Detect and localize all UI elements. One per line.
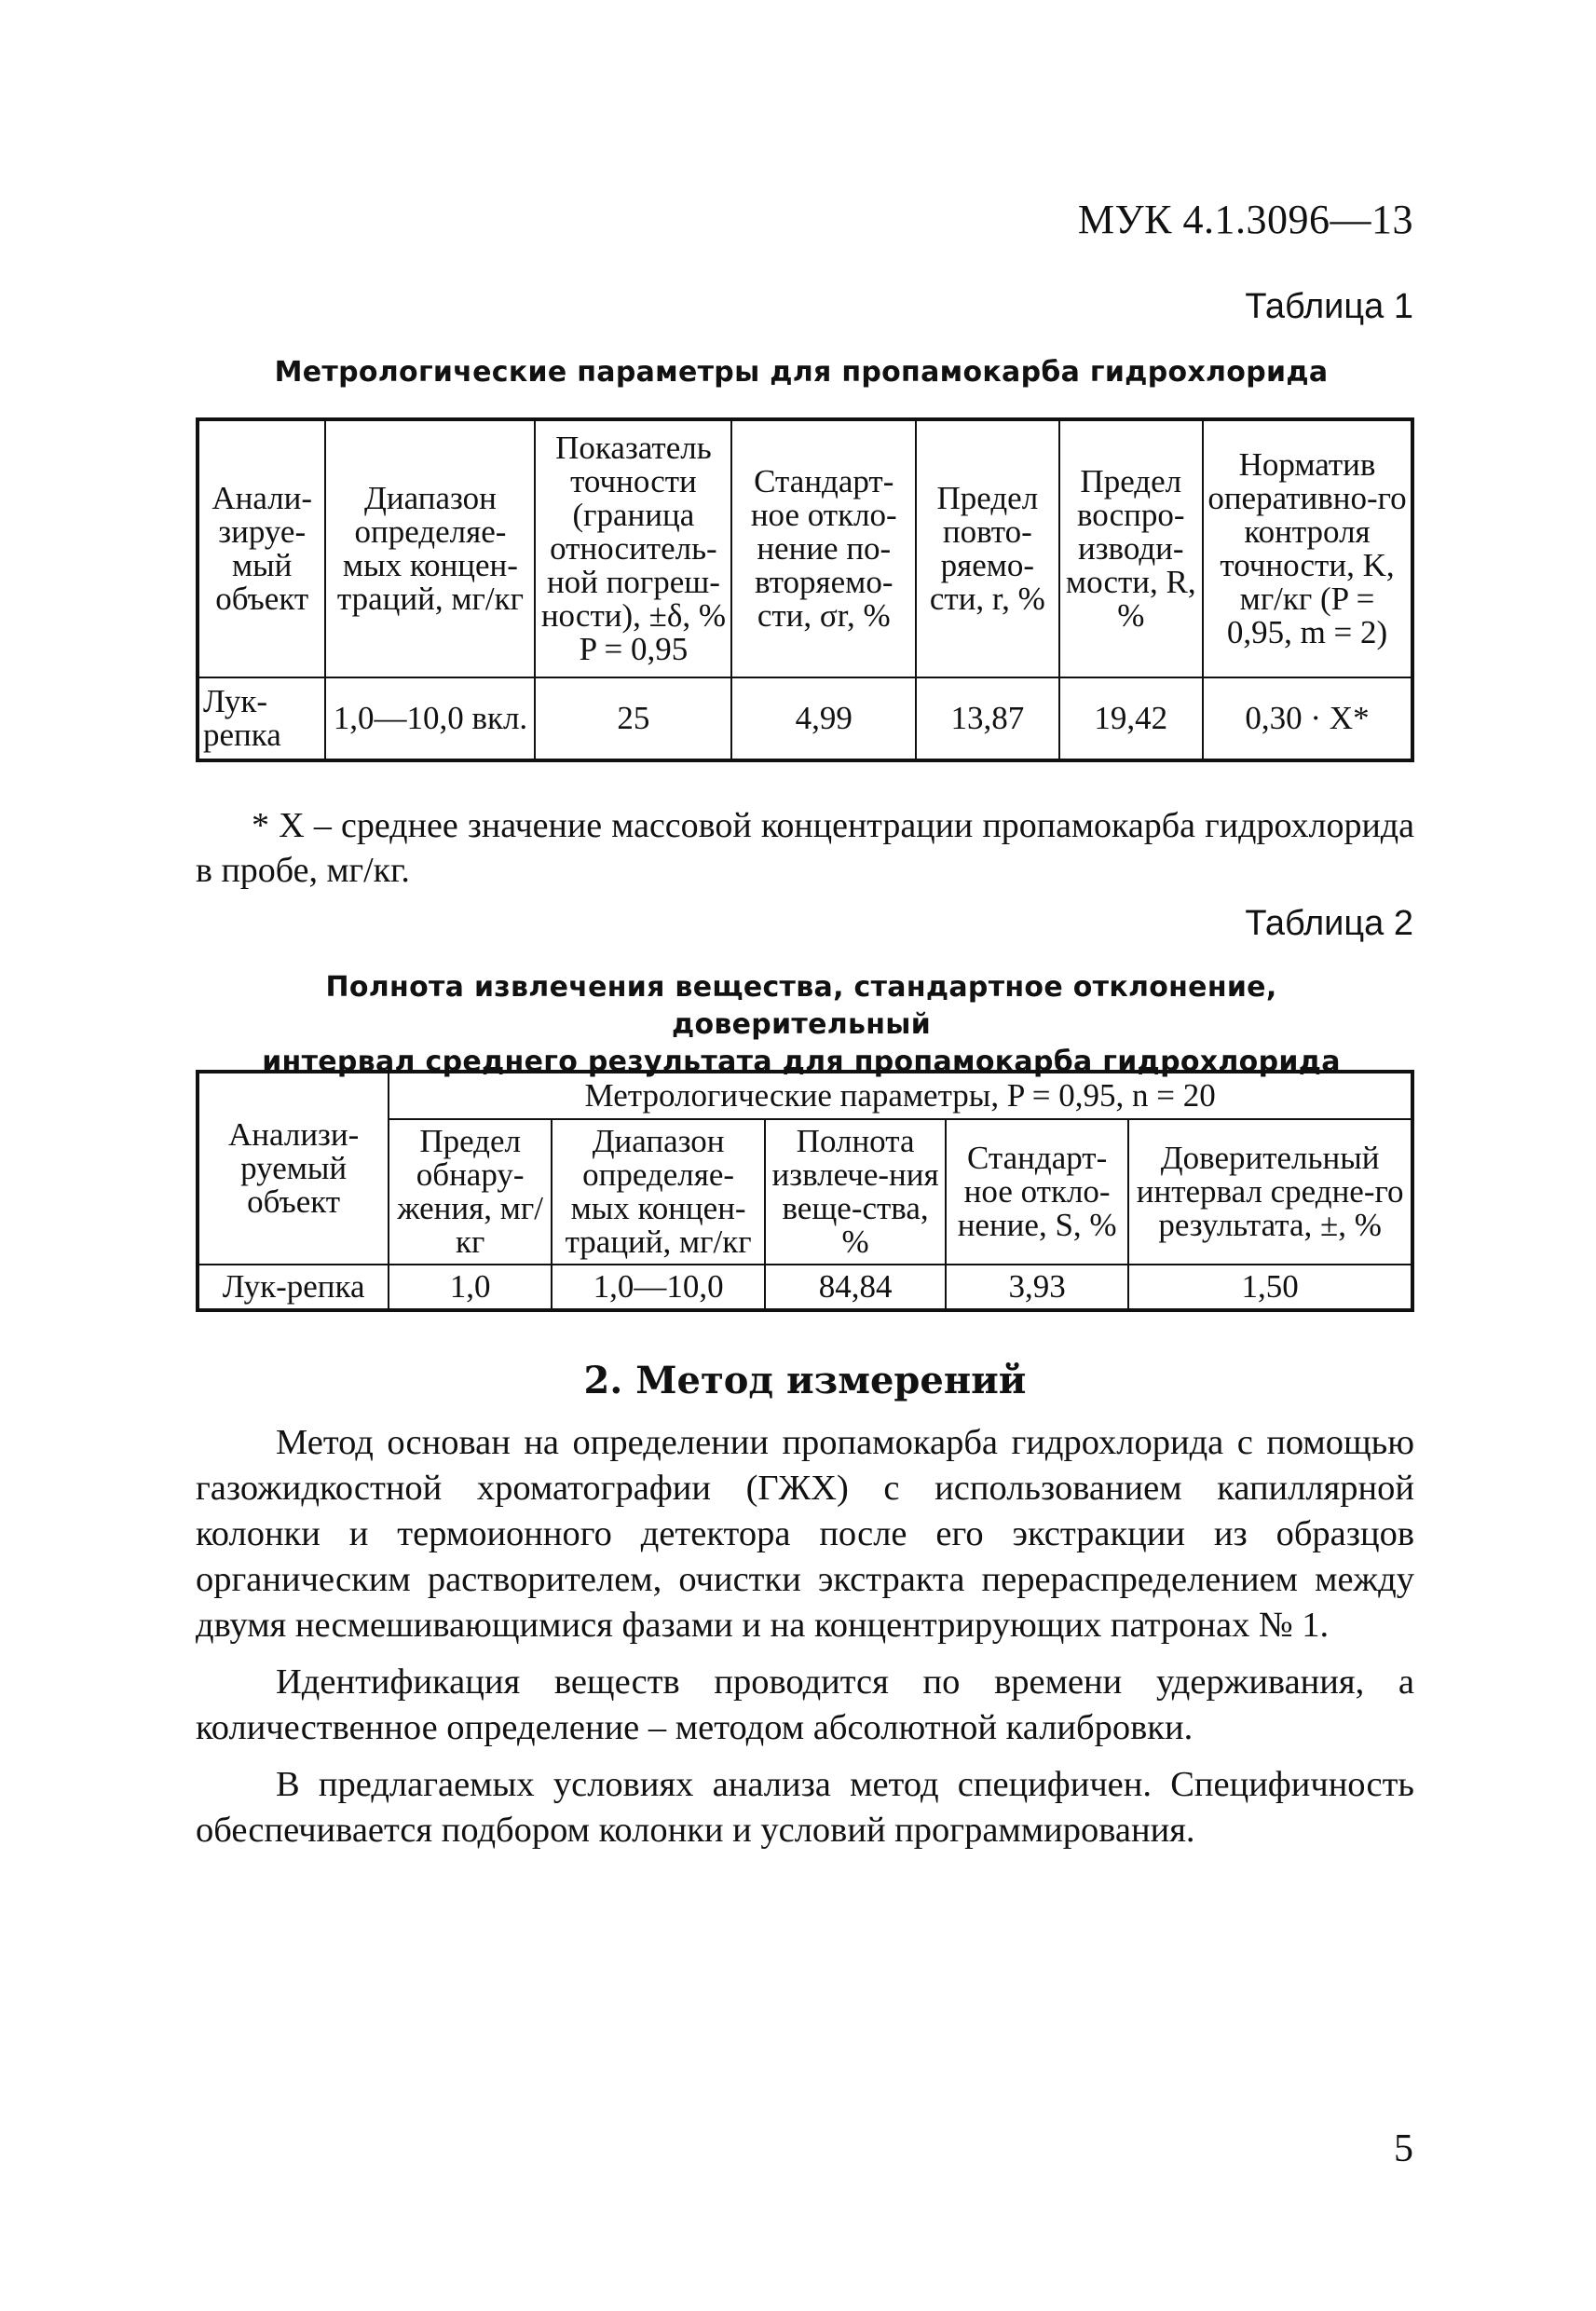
table2-cell-confidence-interval: 1,50 <box>1128 1265 1412 1310</box>
table1-cell-reproducibility-limit: 19,42 <box>1059 677 1203 760</box>
table1-cell-repeatability-sd: 4,99 <box>731 677 916 760</box>
metrology-table-1 <box>196 417 1414 762</box>
table1-header-control-standard: Норматив оперативно-го контроля точности, K, мг/кг (P = 0,95, m = 2) <box>1203 419 1412 677</box>
table1-cell-range: 1,0—10,0 вкл. <box>325 677 535 760</box>
table2-cell-detection-limit: 1,0 <box>389 1265 552 1310</box>
document-code: МУК 4.1.3096—13 <box>1077 197 1413 242</box>
table2-header-detection-limit: Предел обнару-жения, мг/кг <box>389 1119 552 1265</box>
table2-cell-sd: 3,93 <box>946 1265 1128 1310</box>
table2-group-header-row <box>198 1072 1412 1119</box>
table2-title <box>196 969 1407 1081</box>
table1-label: Таблица 1 <box>1245 287 1413 326</box>
table2-group-header: Метрологические параметры, P = 0,95, n = 20 <box>389 1072 1412 1119</box>
table2-cell-recovery: 84,84 <box>765 1265 946 1310</box>
paragraph: В предлагаемых условиях анализа метод специфичен. Специфичность обеспечивается подбором колонки и условий программирования. <box>196 1765 1414 1850</box>
table1-header-range: Диапазон определяе-мых концен-траций, мг/кг <box>325 419 535 677</box>
table2-header-sd: Стандарт-ное откло-нение, S, % <box>946 1119 1128 1265</box>
metrology-table-2 <box>196 1070 1414 1312</box>
paragraph: Метод основан на определении пропамокарба гидрохлорида с помощью газожидкостной хроматографии (ГЖХ) с использованием капиллярной колонки и термоионного детектора после его экстракции из образцов органическим растворителем, очистки экстракта перераспределением между двумя несмешивающимися фазами и на концентрирующих патронах № 1. <box>196 1423 1414 1645</box>
table1-title: Метрологические параметры для пропамокарба гидрохлорида <box>274 356 1329 389</box>
table2-cell-range: 1,0—10,0 <box>552 1265 765 1310</box>
table1-header-row <box>198 419 1412 677</box>
table-row <box>198 1265 1412 1310</box>
page-number: 5 <box>1394 2127 1413 2170</box>
table1-header-reproducibility-limit: Предел воспро-изводи-мости, R, % <box>1059 419 1203 677</box>
table1-footnote: * X – среднее значение массовой концентрации пропамокарба гидрохлорида в пробе, мг/кг. <box>196 806 1414 890</box>
table1-header-object: Анали-зируе-мый объект <box>198 419 325 677</box>
table1-cell-accuracy: 25 <box>535 677 731 760</box>
table-row <box>198 677 1412 760</box>
table2-label: Таблица 2 <box>1245 904 1413 943</box>
table2-title-line1: Полнота извлечения вещества, стандартное отклонение, доверительный <box>325 971 1277 1041</box>
table2-header-confidence-interval: Доверительный интервал средне-го результата, ±, % <box>1128 1119 1412 1265</box>
paragraph: Идентификация веществ проводится по времени удерживания, а количественное определение – методом абсолютной калибровки. <box>196 1662 1414 1747</box>
table2-header-range: Диапазон определяе-мых концен-траций, мг/кг <box>552 1119 765 1265</box>
table1-header-repeatability-sd: Стандарт-ное откло-нение по-вторяемо-сти, σr, % <box>731 419 916 677</box>
table1-header-repeatability-limit: Предел повто-ряемо-сти, r, % <box>916 419 1058 677</box>
table2-cell-object: Лук-репка <box>198 1265 389 1310</box>
table1-cell-control-standard: 0,30 · X* <box>1203 677 1412 760</box>
table1-cell-object: Лук-репка <box>198 677 325 760</box>
table2-header-recovery: Полнота извлече-ния веще-ства, % <box>765 1119 946 1265</box>
table2-title-line2: интервал среднего результата для пропамокарба гидрохлорида <box>262 1046 1341 1078</box>
section-heading: 2. Метод измерений <box>583 1359 1027 1402</box>
section-body <box>196 1420 1414 1865</box>
table1-cell-repeatability-limit: 13,87 <box>916 677 1058 760</box>
table2-header-object: Анализи-руемый объект <box>198 1072 389 1265</box>
table1-header-accuracy: Показатель точности (граница относитель-ной погреш-ности), ±δ, % P = 0,95 <box>535 419 731 677</box>
